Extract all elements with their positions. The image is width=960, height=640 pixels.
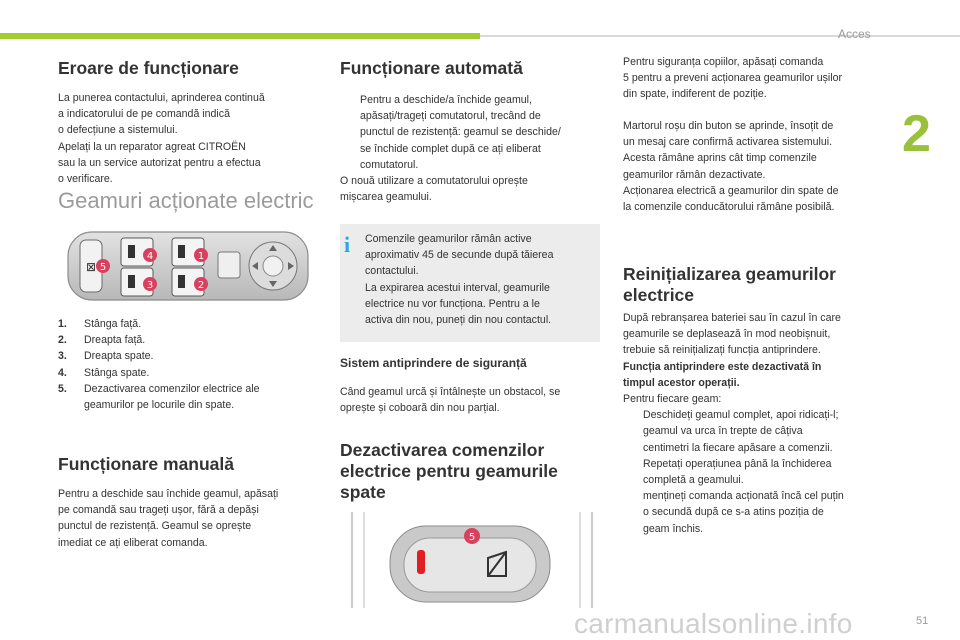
mirror-dial-center [263, 256, 283, 276]
callout-2-label: 2 [197, 280, 205, 291]
callout-4-label: 4 [146, 251, 154, 262]
indicator-text: Martorul roșu din buton se aprinde, însoțit de un mesaj care confirmă activarea sistemului. Acesta rămâne aprins cât timp comenzile geamurilor rămân dezactivate. Acționarea electrică a geamurilor din spate de la comenzile conducătorului rămâne posibilă. [623, 120, 839, 214]
legend-item: 3. Dreapta spate. [58, 350, 154, 363]
child-lock-figure [340, 510, 605, 610]
info-icon: i [344, 232, 351, 257]
reinit-text: După rebranșarea bateriei sau în cazul în care geamurile se deplasează în mod neobișnuit, trebuie să reinițializați funcția antiprindere. Funcția antiprindere este dezactivată în timpul acestor operații. Pentru fiecare geam: Deschideți geamul complet, apoi ridicați-l; geamul va urca în trepte de câțiva centimetri la fiecare apăsare a comenzii. Repetați operațiunea până la închiderea completă a geamului. mențineți comanda acționată încă cel puțin o secundă după ce s-a atins poziția de geam închis. [623, 310, 898, 537]
arrow-bullet-icon [623, 488, 643, 537]
auto-text: Pentru a deschide/a închide geamul, apăsați/trageți comutatorul, trecând de punctul de rezistență: geamul se deschide/ se închide complet după ce ați eliberat comutatorul. O nouă utilizare a comutatorului oprește mișcarea geamului. [340, 94, 561, 204]
legend-item: 1. Stânga față. [58, 318, 142, 330]
child-safety-text: Pentru siguranța copiilor, apăsați comanda 5 pentru a preveni acționarea geamurilor ușilor din spate, indiferent de poziție. [623, 56, 843, 101]
mirror-select-button [218, 252, 240, 278]
legend-item: 5. Dezactivarea comenzilor electrice ale geamurilor pe locurile din spate. [58, 382, 260, 412]
info-box: i Comenzile geamurilor rămân active aproximativ 45 de secunde după tăierea contactului. La expirarea acestui interval, geamurile electrice nu vor funcționa. Pentru a le activa din nou, puneți din nou contactul. [340, 224, 600, 342]
reinit-title: Reinițializarea geamurilor electrice [623, 264, 836, 305]
header-rule [480, 35, 960, 37]
chapter-number: 2 [902, 105, 931, 163]
window-legend [58, 316, 328, 413]
antipinch-text: Când geamul urcă și întâlnește un obstacol, se oprește și coboară din nou parțial. [340, 386, 561, 415]
callout-5-label: 5 [99, 262, 107, 273]
window-icon-rear-left [128, 245, 135, 258]
page-number: 51 [916, 615, 929, 627]
manual-title: Funcționare manuală [58, 454, 235, 474]
red-indicator-light [417, 550, 425, 574]
header-accent-bar [0, 33, 480, 39]
callout-3-label: 3 [146, 280, 154, 291]
windows-title: Geamuri acționate electric [58, 188, 314, 213]
antipinch-title: Sistem antiprindere de siguranță [340, 356, 527, 370]
window-icon-front-right [178, 275, 185, 288]
arrow-bullet-icon [623, 407, 643, 488]
legend-item: 2. Dreapta față. [58, 334, 146, 347]
child-lock-icon: ⊠ [85, 260, 97, 274]
manual-text: Pentru a deschide sau închide geamul, apăsați pe comandă sau trageți ușor, fără a depăși punctul de rezistență. Geamul se oprește imediat ce ați eliberat comanda. [58, 488, 279, 549]
legend-item: 4. Stânga spate. [58, 366, 150, 379]
auto-title: Funcționare automată [340, 58, 523, 78]
error-text: La punerea contactului, aprinderea continuă a indicatorului de pe comandă indică o defecțiune a sistemului. Apelați la un reparator agreat CITROËN sau la un service autorizat pentru a efectua o verificare. [58, 92, 265, 186]
error-title: Eroare de funcționare [58, 58, 239, 78]
window-icon-front-left [178, 245, 185, 258]
callout-5-fig2-label: 5 [468, 532, 476, 543]
window-icon-rear-right [128, 275, 135, 288]
window-switch-figure [66, 230, 310, 302]
watermark: carmanualsonline.info [574, 608, 853, 639]
deactivate-title: Dezactivarea comenzilor electrice pentru geamurile spate [340, 440, 558, 502]
section-name: Acces [838, 27, 871, 41]
arrow-bullet-icon [340, 92, 360, 173]
callout-1-label: 1 [197, 251, 205, 262]
